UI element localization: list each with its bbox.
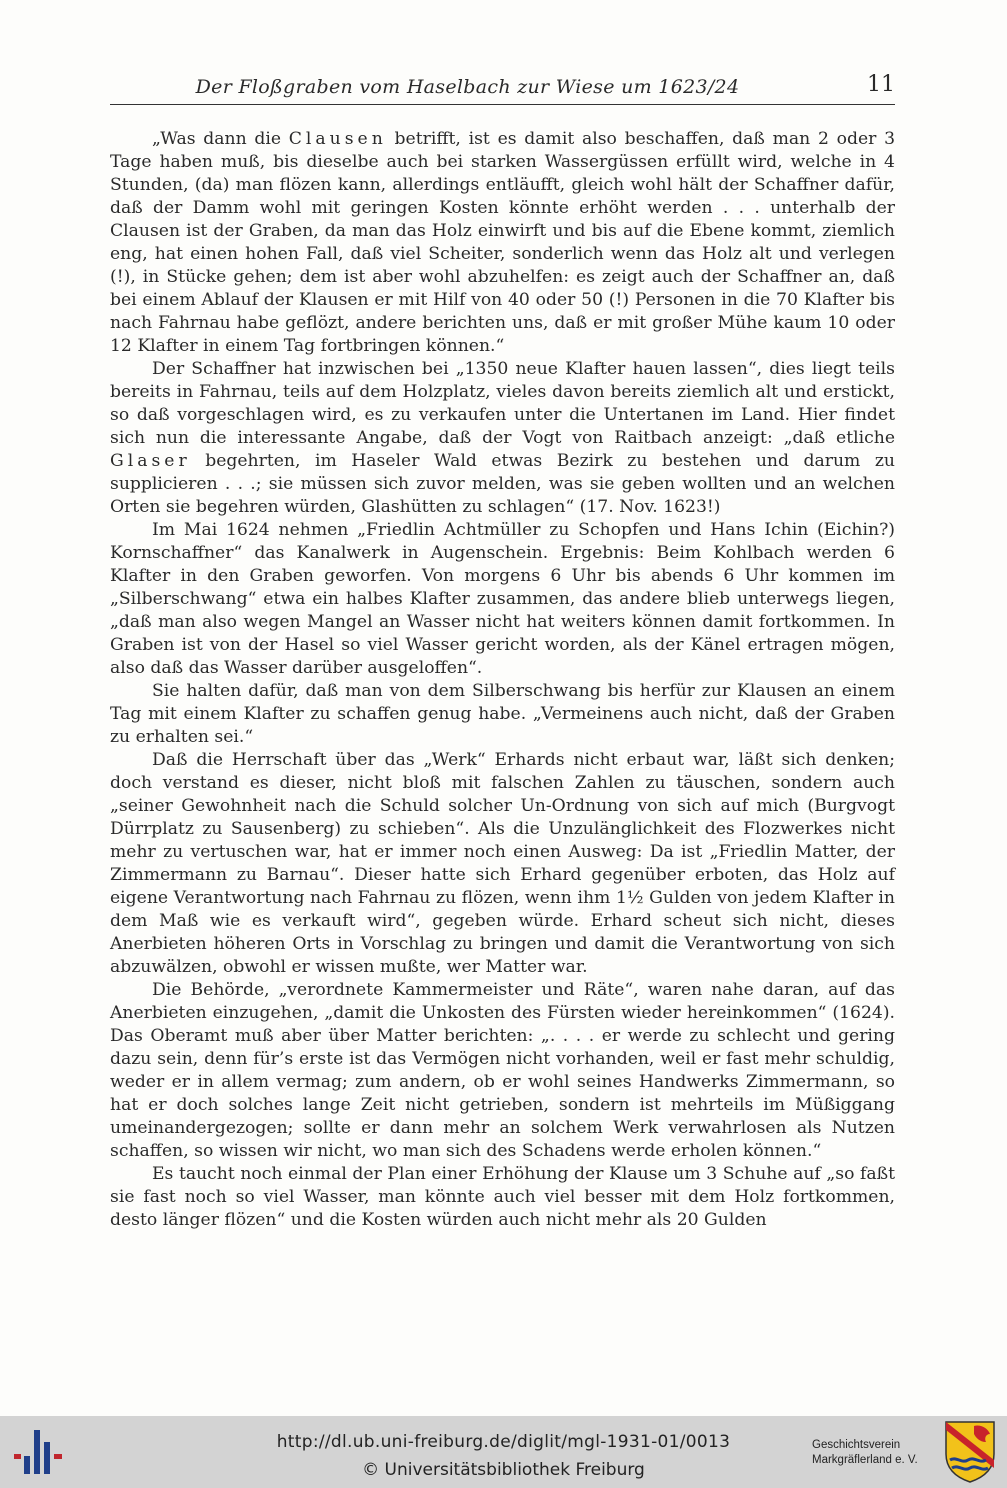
body-text	[110, 128, 895, 1232]
society-name[interactable]	[812, 1438, 942, 1468]
coat-of-arms-icon[interactable]	[944, 1420, 996, 1484]
society-line-2: Markgräflerland e. V.	[812, 1454, 918, 1466]
source-url-link[interactable]: http://dl.ub.uni-freiburg.de/diglit/mgl-1931-01/0013	[276, 1432, 731, 1452]
paragraph-2-text-c: begehrten, im Haseler Wald etwas Bezirk zu bestehen und darum zu supplicieren . . .; sie müssen sich zuvor melden, was sie geben wollten und an welchen Orten sie begehren würden, Glashütten zu schlagen“ (17. Nov. 1623!)	[110, 451, 895, 517]
paragraph-7: Es taucht noch einmal der Plan einer Erhöhung der Klause um 3 Schuhe auf „so faßt sie fast noch so viel Wasser, man könnte auch viel besser mit dem Holz fortkommen, desto länger flözen“ und die Kosten würden auch nicht mehr als 20 Gulden	[110, 1164, 895, 1230]
paragraph-1-text-c: betrifft, ist es damit also beschaffen, daß man 2 oder 3 Tage haben muß, bis dieselbe auch bei starken Wassergüssen erfüllt wird, welche in 4 Stunden, (da) man flözen kann, allerdings entläufft, gleich wohl hält der Schaffner dafür, daß der Damm wohl mit geringen Kosten könnte erhöht werden . . . unterhalb der Clausen ist der Graben, da man das Holz einwirft und bis auf die Ebene kommt, ziemlich eng, hat einen hohen Fall, daß viel Scheiter, sonderlich wenn das Holz alt und verlegen (!), in Stücke gehen; dem ist aber wohl abzuhelfen: es zeigt auch der Schaffner an, daß bei einem Ablauf der Klausen er mit Hilf von 40 oder 50 (!) Personen in die 70 Klafter bis nach Fahrnau habe geflözt, andere berichten uns, daß er mit großer Mühe kaum 10 oder 12 Klafter in einem Tag fortbringen können.“	[110, 129, 896, 356]
society-line-1: Geschichtsverein	[812, 1439, 901, 1451]
running-header	[110, 70, 895, 105]
paragraph-2-text-a: Der Schaffner hat inzwischen bei „1350 neue Klafter hauen lassen“, dies liegt teils bereits in Fahrnau, teils auf dem Holzplatz, vieles davon bereits ziemlich alt und erstickt, so daß vorgeschlagen wird, es zu verkaufen unter die Untertanen im Land. Hier findet sich nun die interessante Angabe, daß der Vogt von Raitbach anzeigt: „daß etliche	[110, 359, 895, 448]
footer-bar	[0, 1416, 1007, 1488]
paragraph-3: Im Mai 1624 nehmen „Friedlin Achtmüller zu Schopfen und Hans Ichin (Eichin?) Kornschaffner“ das Kanalwerk in Augenschein. Ergebnis: Beim Kohlbach werden 6 Klafter in den Graben geworfen. Von morgens 6 Uhr bis abends 6 Uhr kommen im „Silberschwang“ etwa ein halbes Klafter zusammen, das andere blieb unterwegs liegen, „daß man also wegen Mangel an Wasser nicht hat weiters können damit fortkommen. In Graben ist von der Hasel so viel Wasser gericht worden, als der Känel ertragen mögen, also daß das Wasser darüber ausgeloffen“.	[110, 520, 895, 678]
paragraph-6: Die Behörde, „verordnete Kammermeister und Räte“, waren nahe daran, auf das Anerbieten einzugehen, „damit die Unkosten des Fürsten wieder hereinkommen“ (1624). Das Oberamt muß aber über Matter berichten: „. . . . er werde zu schlecht und gering dazu sein, denn für’s erste ist das Vermögen nicht vorhanden, weil er fast mehr schuldig, weder er in allem vermag; zum andern, ob er wohl seines Handwerks Zimmermann, so hat er doch solches lange Zeit nicht getrieben, sondern ist mehrteils im Müßiggang umeinandergezogen; sollte er dann mehr an solchem Werk verwahrlosen als Nutzen schaffen, so wissen wir nicht, wo man sich des Schadens werde erholen können.“	[110, 980, 895, 1161]
paragraph-5: Daß die Herrschaft über das „Werk“ Erhards nicht erbaut war, läßt sich denken; doch verstand es dieser, nicht bloß mit falschen Zahlen zu täuschen, sondern auch „seiner Gewohnheit nach die Schuld solcher Un-Ordnung von sich auf mich (Burgvogt Dürrplatz zu Sausenberg) zu schieben“. Als die Unzulänglichkeit des Flozwerkes nicht mehr zu vertuschen war, hat er immer noch einen Ausweg: Da ist „Friedlin Matter, der Zimmermann zu Barnau“. Dieser hatte sich Erhard gegenüber erboten, das Holz auf eigene Verantwortung nach Fahrnau zu flözen, wenn ihm 1½ Gulden von jedem Klafter in dem Maß wie es verkauft wird“, gegeben würde. Erhard scheut sich nicht, dieses Anerbieten höheren Orts in Vorschlag zu bringen und damit die Verantwortung von sich abzuwälzen, obwohl er wissen mußte, wer Matter war.	[110, 750, 895, 977]
paragraph-2	[110, 358, 895, 519]
paragraph-1	[110, 128, 895, 358]
paragraph-4: Sie halten dafür, daß man von dem Silberschwang bis herfür zur Klausen an einem Tag mit einem Klafter zu schaffen genug habe. „Vermeinens auch nicht, daß der Graben zu erhalten sei.“	[110, 681, 895, 747]
paragraph-1-text-a: „Was dann die	[152, 129, 289, 149]
spaced-word-glaser: Glaser	[110, 451, 191, 471]
running-title: Der Floßgraben vom Haselbach zur Wiese um 1623/24	[195, 76, 740, 98]
spaced-word-clausen: Clausen	[288, 129, 387, 149]
copyright-text: © Universitätsbibliothek Freiburg	[362, 1460, 645, 1480]
page-number: 11	[867, 72, 895, 97]
